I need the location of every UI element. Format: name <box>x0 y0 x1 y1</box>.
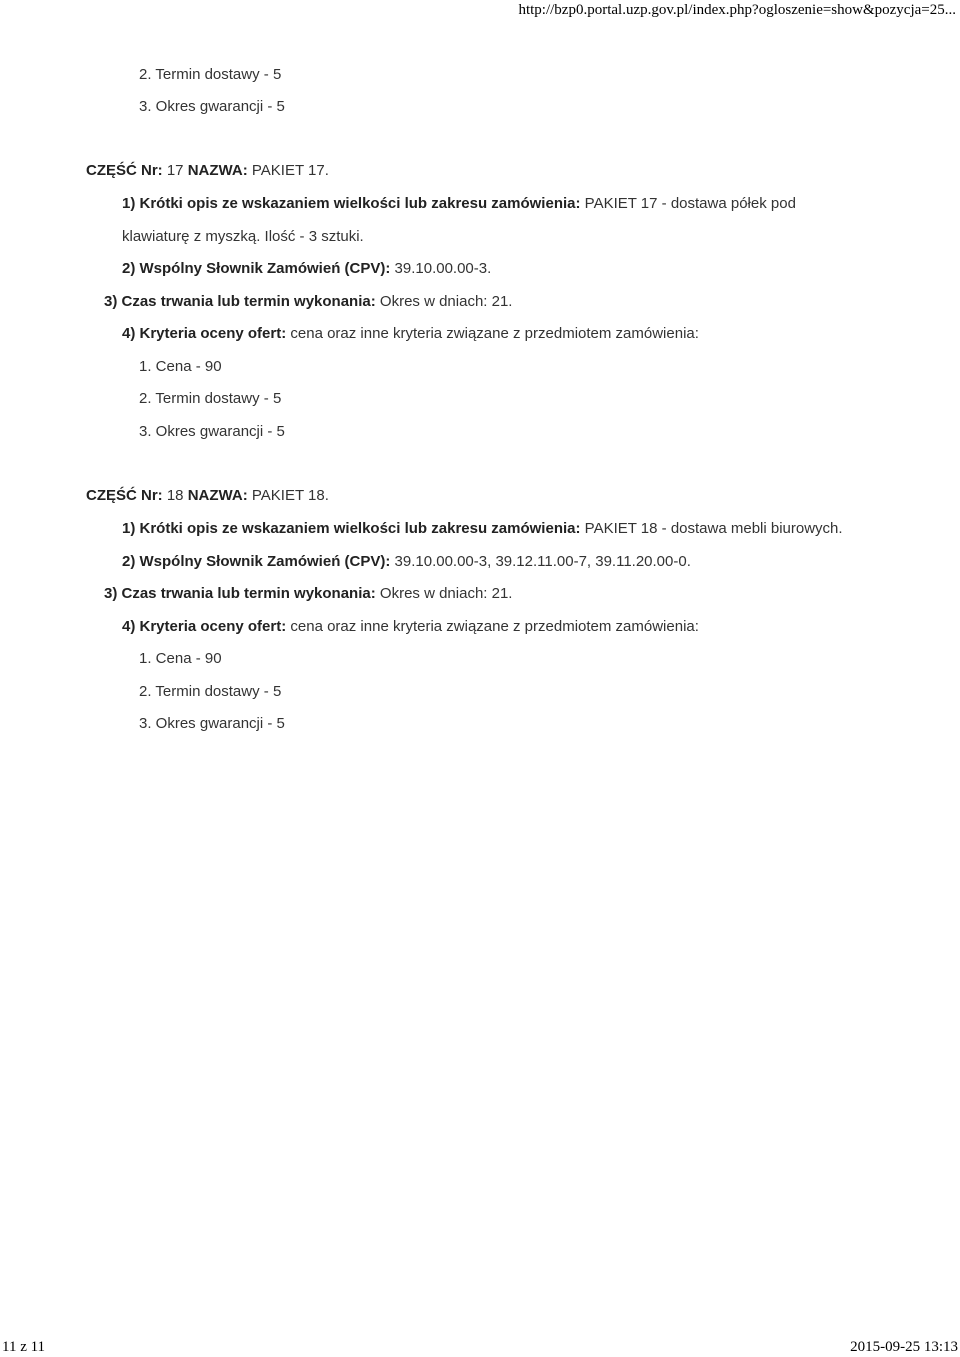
part18-part-number: 18 <box>166 487 184 504</box>
part18-part-label: CZĘŚĆ Nr: <box>86 487 163 504</box>
part17-cpv-label: 2) Wspólny Słownik Zamówień (CPV): <box>122 260 391 277</box>
part17-time-value: Okres w dniach: 21. <box>379 293 513 310</box>
intro-criteria-item-2: 2. Termin dostawy - 5 <box>139 66 282 83</box>
part17-cpv <box>122 260 491 278</box>
part18-time <box>104 585 512 603</box>
part18-criteria-item-1: 1. Cena - 90 <box>139 650 222 667</box>
part18-desc-value: PAKIET 18 - dostawa mebli biurowych. <box>584 520 843 537</box>
part18-criteria <box>122 618 699 636</box>
part17-part-label: CZĘŚĆ Nr: <box>86 162 163 179</box>
part17-criteria-value: cena oraz inne kryteria związane z przedmiotem zamówienia: <box>290 325 699 342</box>
page-number: 11 z 11 <box>2 1339 46 1355</box>
part18-name-label: NAZWA: <box>187 487 248 504</box>
part17-criteria-item-3: 3. Okres gwarancji - 5 <box>139 423 285 440</box>
part17-heading <box>86 162 329 180</box>
part18-cpv-label: 2) Wspólny Słownik Zamówień (CPV): <box>122 553 391 570</box>
part17-cpv-value: 39.10.00.00-3. <box>394 260 492 277</box>
part18-criteria-item-2: 2. Termin dostawy - 5 <box>139 683 282 700</box>
part18-desc-label: 1) Krótki opis ze wskazaniem wielkości lub zakresu zamówienia: <box>122 520 581 537</box>
part17-desc-value: PAKIET 17 - dostawa półek pod <box>584 195 796 212</box>
part18-criteria-item-3: 3. Okres gwarancji - 5 <box>139 715 285 732</box>
part17-criteria-item-1: 1. Cena - 90 <box>139 358 222 375</box>
part18-criteria-label: 4) Kryteria oceny ofert: <box>122 618 287 635</box>
part18-heading <box>86 487 329 505</box>
part17-time <box>104 293 512 311</box>
intro-criteria-item-3: 3. Okres gwarancji - 5 <box>139 98 285 115</box>
part17-description <box>122 195 796 213</box>
part18-description <box>122 520 843 538</box>
part18-time-value: Okres w dniach: 21. <box>379 585 513 602</box>
part17-part-number: 17 <box>166 162 184 179</box>
part17-desc-label: 1) Krótki opis ze wskazaniem wielkości lub zakresu zamówienia: <box>122 195 581 212</box>
part18-cpv-value: 39.10.00.00-3, 39.12.11.00-7, 39.11.20.00-0. <box>394 553 691 570</box>
part17-name-label: NAZWA: <box>187 162 248 179</box>
part17-time-label: 3) Czas trwania lub termin wykonania: <box>104 293 376 310</box>
part18-criteria-value: cena oraz inne kryteria związane z przedmiotem zamówienia: <box>290 618 699 635</box>
part17-name: PAKIET 17. <box>251 162 329 179</box>
part17-criteria <box>122 325 699 343</box>
part18-time-label: 3) Czas trwania lub termin wykonania: <box>104 585 376 602</box>
part18-name: PAKIET 18. <box>251 487 329 504</box>
page-url-header: http://bzp0.portal.uzp.gov.pl/index.php?ogloszenie=show&pozycja=25... <box>518 2 956 18</box>
print-datetime: 2015-09-25 13:13 <box>850 1339 958 1355</box>
part18-cpv <box>122 553 691 571</box>
part17-desc-continuation: klawiaturę z myszką. Ilość - 3 sztuki. <box>122 228 364 245</box>
part17-criteria-item-2: 2. Termin dostawy - 5 <box>139 390 282 407</box>
part17-criteria-label: 4) Kryteria oceny ofert: <box>122 325 287 342</box>
